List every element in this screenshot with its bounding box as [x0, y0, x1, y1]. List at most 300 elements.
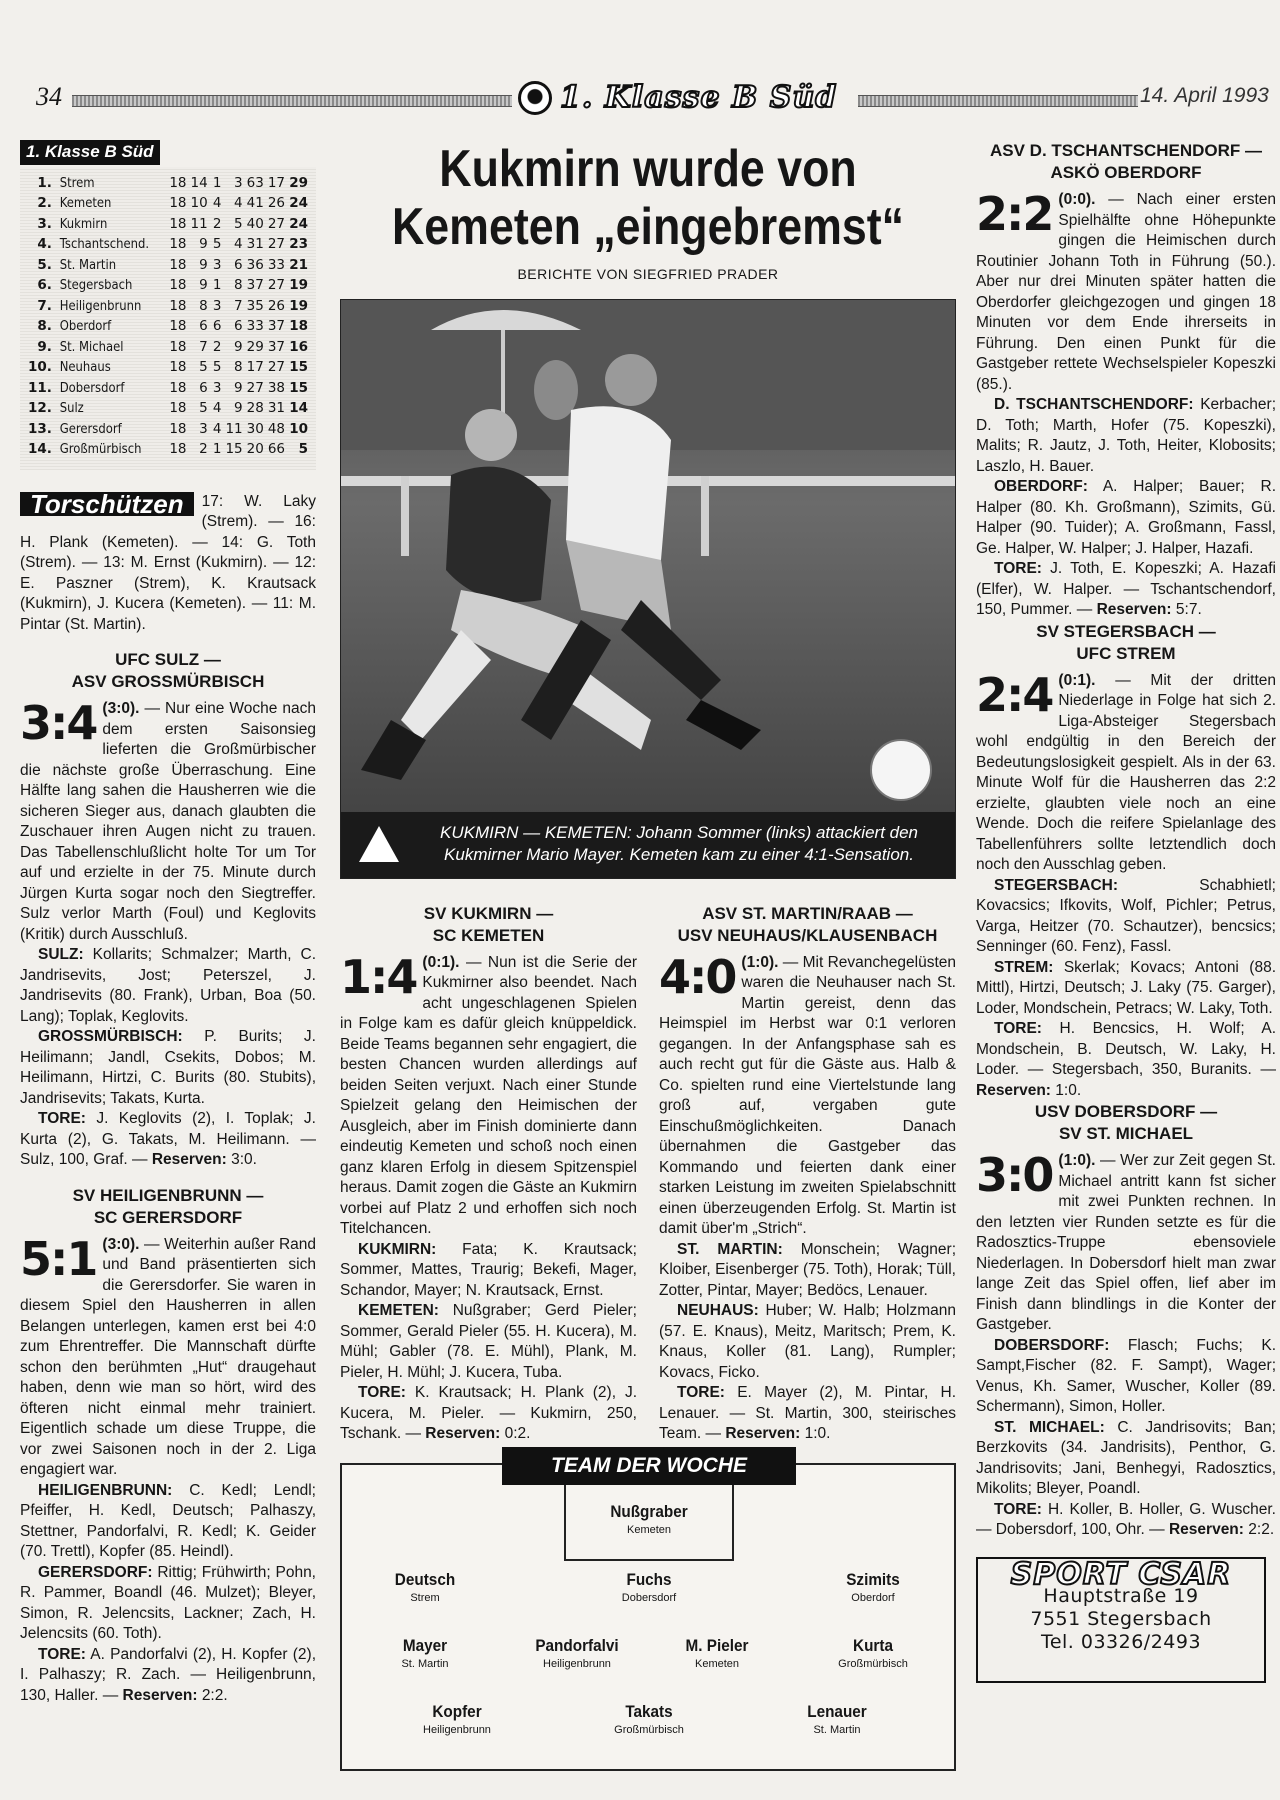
match-title	[976, 140, 1276, 184]
goals-line	[659, 1383, 956, 1445]
standings-gf: 27	[246, 379, 264, 396]
standings-ga: 26	[267, 195, 285, 211]
left-column	[20, 140, 316, 1706]
standings-g: 18	[169, 338, 187, 355]
match-text	[976, 187, 1276, 395]
standings-d: 5	[212, 359, 222, 375]
away-lineup-label: OBERDORF:	[994, 478, 1088, 495]
standings-w: 14	[190, 174, 208, 191]
home-lineup-text: Schabhietl; Kovacsics; Ifkovits, Wolf, Pichler; Petrus, Varga, Heitzer (70. Schautzer), bencsics; Senninger (60. Fenz), Fassl.	[976, 876, 1276, 955]
goals-text: J. Keglovits (2), I. Toplak; J. Kurta (2), G. Takats, M. Heilimann. — Sulz, 100, Graf. —	[20, 1110, 316, 1168]
standings-l: 11	[225, 420, 243, 437]
standings-team: St. Martin	[59, 256, 116, 273]
match-title-away: UFC STREM	[1076, 643, 1176, 663]
player-club: Großmürbisch	[838, 1657, 908, 1670]
standings-gf: 17	[246, 359, 264, 375]
standings-pts: 21	[289, 256, 308, 273]
football-action-image	[341, 300, 956, 879]
standings-pts: 15	[289, 359, 308, 375]
standings-ga: 27	[267, 359, 285, 375]
standings-row	[26, 419, 310, 440]
goals-text: J. Toth, E. Kopeszki; A. Hazafi (Elfer), W. Halper. — Tschantschendorf, 150, Pummer. —	[976, 560, 1276, 618]
away-lineup-text: A. Halper; Bauer; R. Halper (80. Kh. Großmann), Szimits, Gü. Halper (90. Tuider); A. Großmann, Fassl, Ge. Halper, W. Halper; J. Halper, Hazafi.	[976, 478, 1276, 557]
goals-line	[340, 1383, 637, 1445]
standings-g: 18	[169, 195, 187, 211]
match-title-home: USV DOBERSDORF —	[1034, 1102, 1218, 1121]
goals-text: A. Pandorfalvi (2), H. Kopfer (2), I. Palhaszy; R. Zach. — Heiligenbrunn, 130, Haller. —	[20, 1645, 317, 1704]
standings-l: 4	[234, 236, 243, 252]
standings-ga: 37	[267, 318, 285, 334]
standings-pts: 24	[289, 195, 308, 211]
standings-g: 18	[169, 420, 187, 437]
team-player	[574, 1501, 724, 1537]
standings-rank: 12.	[28, 400, 52, 416]
reserves-label: Reserven:	[122, 1686, 198, 1704]
match-title-home: SV HEILIGENBRUNN —	[72, 1185, 264, 1205]
home-lineup-label: KUKMIRN:	[358, 1240, 437, 1258]
match-score: 1:4	[340, 949, 417, 1004]
player-club: Heiligenbrunn	[543, 1657, 611, 1670]
match-score: 3:4	[20, 696, 97, 750]
standings-row	[26, 398, 310, 419]
team-of-week	[340, 1453, 956, 1771]
standings-g: 18	[169, 236, 187, 252]
standings-rank: 5.	[37, 256, 52, 273]
match-text	[20, 1231, 316, 1481]
halftime-score: (1:0).	[1058, 1152, 1096, 1169]
away-lineup-text: Skerlak; Kovacs; Antoni (88. Mittl), Hirtzi, Deutsch; J. Laky (75. Garger), Loder, Mondschein, Petracs; W. Laky, Toth.	[976, 958, 1276, 1017]
goals-line	[976, 1019, 1276, 1101]
away-lineup-label: KEMETEN:	[358, 1302, 439, 1319]
goals-label: TORE:	[994, 560, 1042, 577]
match-report-text: — Mit der dritten Niederlage in Folge hat sich 2. Liga-Absteiger Stegersbach wohl endgültig in den Bereich der Bedeutungslosigkeit gespielt. Als in der 63. Minute Wolf für die Hausherren das 2:2 erzielte, glaubten viele noch an eine Wende. Doch die reifere Spielanlage des Tabellenführers sollte letztendlich doch noch den Ausschlag geben.	[976, 671, 1277, 873]
reserves-score: 1:0.	[804, 1425, 831, 1442]
standings-rank: 3.	[37, 215, 52, 232]
standings-l: 6	[234, 256, 243, 273]
standings-rank: 8.	[37, 318, 52, 334]
team-player	[382, 1701, 532, 1737]
standings-gf: 33	[246, 318, 264, 334]
match-text	[20, 696, 317, 945]
match-score: 3:0	[976, 1148, 1053, 1202]
goals-line	[976, 559, 1276, 621]
standings-row	[26, 234, 310, 255]
standings-team: Gerersdorf	[59, 420, 122, 437]
goals-text: H. Bencsics, H. Wolf; A. Mondschein, B. Deutsch, W. Laky, H. Loder. — Stegersbach, 350, Buranits. —	[976, 1020, 1277, 1078]
standings-rank: 6.	[37, 277, 52, 293]
home-lineup-text: Kollarits; Schmalzer; Marth, C. Jandrisevits, Jost; Peterszel, J. Jandrisevits (80. Frank), Urban, Boa (50. Lang); Toplak, Keglovits.	[20, 946, 316, 1025]
standings-rank: 2.	[37, 195, 52, 211]
standings-pts: 10	[289, 420, 308, 437]
standings-l: 3	[234, 174, 243, 191]
standings-row	[26, 378, 310, 399]
standings-d: 5	[212, 236, 222, 252]
ad-phone: Tel. 03326/2493	[1040, 1631, 1202, 1653]
home-lineup-label: SULZ:	[38, 946, 84, 963]
standings-row	[26, 357, 310, 378]
away-lineup-label: ST. MICHAEL:	[994, 1418, 1105, 1436]
goals-label: TORE:	[38, 1110, 86, 1127]
reserves-score: 5:7.	[1175, 601, 1202, 618]
standings-pts: 18	[289, 318, 308, 334]
center-column	[340, 140, 956, 1771]
player-club: Heiligenbrunn	[423, 1723, 491, 1736]
match-report-text: — Weiterhin außer Rand und Band präsentierten sich die Gerersdorfer. Sie waren in diesem Spiel den Hausherren in allen Belangen unterlegen, kamen erst bei 4:0 zum Ehrentreffer. Die Mannschaft dürfte schon den berühmten „Hut“ draugehaut haben, denn wie man so hört, wird des öfteren nicht einmal mehr trainiert. Eigentlich schade um diese Truppe, die vor zwei Saisonen noch in der 2. Liga engagiert war.	[20, 1235, 316, 1478]
halftime-score: (0:1).	[422, 953, 460, 971]
away-lineup-label: GERERSDORF:	[38, 1563, 153, 1581]
standings-d: 1	[212, 174, 222, 191]
away-lineup	[659, 1301, 956, 1383]
home-lineup-text: Monschein; Wagner; Kloiber, Eisenberger (75. Toth), Horak; Tüll, Zotter, Pintar, Mayer; Bedöcs, Lenauer.	[659, 1240, 956, 1299]
byline: BERICHTE VON SIEGFRIED PRADER	[517, 266, 779, 282]
match-title-away: SC KEMETEN	[432, 925, 545, 945]
standings-w: 9	[199, 256, 208, 273]
triangle-icon	[359, 826, 399, 862]
standings-g: 18	[169, 215, 187, 232]
halftime-score: (3:0).	[102, 1235, 140, 1253]
home-lineup	[340, 1240, 637, 1302]
standings-ga: 17	[267, 174, 285, 191]
match-text	[340, 949, 637, 1240]
match-report-text: — Mit Revanchegelüsten waren die Neuhauser nach St. Martin gereist, denn das Heimspiel im Herbst war 0:1 verloren gegangen. In der Anfangsphase sah es auch recht gut für die Gäste aus. Halb & Co. spielten rund eine Viertelstunde lang groß auf, vergaben gute Einschußmöglichkeiten. Danach übernahmen die Gastgeber das Kommando und feierten dank einer starken Leistung im zweiten Spielabschnitt einen überzeugenden Erfolg. St. Martin ist damit über'm „Strich“.	[659, 953, 956, 1237]
home-lineup-text: Fata; K. Krautsack; Sommer, Mattes, Traurig; Bekefi, Mager, Schandor, Mayer; N. Krautsack, Ernst.	[340, 1240, 637, 1299]
team-player	[798, 1635, 948, 1671]
standings-row	[26, 173, 310, 194]
match-report	[20, 649, 316, 1171]
player-club: St. Martin	[401, 1657, 449, 1670]
reserves-score: 1:0.	[1055, 1081, 1082, 1099]
standings-gf: 63	[246, 174, 264, 191]
standings-g: 18	[169, 379, 187, 396]
reserves-label: Reserven:	[1168, 1521, 1244, 1538]
standings-team: Kukmirn	[59, 215, 108, 232]
standings-d: 3	[212, 297, 222, 314]
standings-pts: 16	[289, 338, 308, 355]
reserves-label: Reserven:	[976, 1081, 1051, 1099]
headline	[383, 140, 913, 256]
away-lineup-label: NEUHAUS:	[677, 1302, 759, 1319]
standings-ga: 27	[267, 215, 285, 232]
standings-d: 4	[212, 420, 222, 437]
home-lineup	[20, 1481, 316, 1563]
home-lineup-text: Flasch; Fuchs; K. Sampt,Fischer (82. F. Sampt), Wager; Venus, Kh. Samer, Wuscher, Koller (89. Schermann), Simon, Holler.	[976, 1336, 1276, 1415]
standings-ga: 31	[267, 400, 285, 416]
header-rule-right	[858, 95, 1138, 107]
standings-row	[26, 275, 310, 296]
standings-gf: 40	[246, 215, 264, 232]
match-title	[20, 1185, 316, 1229]
standings-rank: 13.	[28, 420, 52, 437]
standings-w: 5	[199, 400, 208, 416]
standings-gf: 29	[246, 338, 264, 355]
match-title-away: USV NEUHAUS/KLAUSENBACH	[677, 925, 938, 945]
standings-team: Kemeten	[59, 195, 112, 211]
match-title-away: ASV GROSSMÜRBISCH	[71, 672, 265, 691]
match-score: 4:0	[659, 949, 736, 1004]
issue-date: 14. April 1993	[1140, 84, 1269, 107]
player-club: Strem	[410, 1591, 440, 1604]
goals-text: K. Krautsack; H. Plank (2), J. Kucera, M. Pieler. — Kukmirn, 250, Tschank. —	[340, 1384, 637, 1442]
player-name: Lenauer	[807, 1701, 867, 1721]
standings-ga: 48	[267, 420, 285, 437]
standings-team: Neuhaus	[59, 359, 111, 375]
standings-l: 4	[234, 195, 243, 211]
home-lineup-label: STEGERSBACH:	[994, 876, 1119, 894]
goals-line	[976, 1500, 1276, 1541]
player-name: Kurta	[853, 1635, 893, 1655]
standings-gf: 31	[246, 236, 264, 252]
standings-l: 9	[234, 338, 243, 355]
standings-gf: 30	[246, 420, 264, 437]
standings-rank: 1.	[37, 174, 52, 191]
reserves-label: Reserven:	[151, 1151, 227, 1168]
standings-gf: 41	[246, 195, 264, 211]
reserves-score: 0:2.	[504, 1425, 531, 1442]
player-name: Pandorfalvi	[535, 1635, 619, 1655]
standings-team: Großmürbisch	[59, 441, 142, 457]
section-title	[518, 80, 837, 115]
match-report	[20, 1185, 316, 1707]
standings-team: Heiligenbrunn	[59, 297, 142, 314]
goals-line	[20, 1109, 316, 1171]
match-report	[340, 889, 637, 1445]
match-title-home: UFC SULZ —	[115, 650, 221, 669]
reserves-score: 2:2.	[1248, 1521, 1275, 1538]
player-name: Fuchs	[626, 1569, 672, 1589]
standings-box	[20, 167, 316, 470]
player-name: Mayer	[402, 1635, 448, 1655]
standings-rank: 7.	[37, 297, 52, 314]
goals-text: E. Mayer (2), M. Pintar, H. Lenauer. — St. Martin, 300, steirisches Team. —	[659, 1384, 957, 1442]
away-lineup	[976, 1418, 1276, 1500]
halftime-score: (3:0).	[102, 700, 140, 717]
match-title	[976, 621, 1276, 665]
standings-w: 3	[199, 420, 208, 437]
standings-g: 18	[169, 174, 187, 191]
match-title-home: SV KUKMIRN —	[423, 903, 554, 923]
home-lineup	[976, 395, 1276, 477]
standings-w: 6	[199, 318, 208, 334]
match-report-text: — Wer zur Zeit gegen St. Michael antritt kann fst sicher mit zwei Punkten rechnen. In den letzten vier Runden setzte es für die Radosztics-Truppe ebensoviele Niederlagen. In Dobersdorf hielt man zwar lange Zeit das Spiel offen, lief aber im Finish dann blindlings in die Konter der Gastgeber.	[976, 1152, 1276, 1333]
photo-caption-text: KUKMIRN — KEMETEN: Johann Sommer (links) attackiert den Kukmirner Mario Mayer. Kemeten kam zu einer 4:1-Sensation.	[439, 822, 919, 864]
player-name: M. Pieler	[685, 1635, 749, 1655]
away-lineup-text: C. Jandrisovits; Ban; Berzkovits (34. Jandrisits), Penthor, G. Jandrisovits; Jani, Benhegyi, Radosztics, Mikolits; Bleyer, Poandl.	[976, 1418, 1276, 1497]
standings-row	[26, 316, 310, 337]
match-title	[340, 903, 637, 947]
player-club: Großmürbisch	[614, 1723, 684, 1736]
standings-pts: 24	[289, 215, 308, 232]
player-club: Kemeten	[626, 1523, 672, 1536]
standings-ga: 38	[267, 379, 285, 396]
player-name: Takats	[625, 1701, 673, 1721]
standings-l: 5	[234, 215, 243, 232]
goals-label: TORE:	[994, 1020, 1042, 1037]
standings-team: Sulz	[59, 400, 84, 416]
standings-pts: 19	[289, 277, 308, 293]
standings-ga: 27	[267, 277, 285, 293]
match-title	[976, 1101, 1276, 1145]
standings-rank: 11.	[28, 379, 52, 396]
match-title-away: SC GERERSDORF	[93, 1207, 243, 1227]
photo-caption	[341, 812, 955, 878]
match-score: 5:1	[20, 1231, 97, 1286]
team-player	[574, 1701, 724, 1737]
standings-l: 15	[225, 441, 243, 457]
goals-label: TORE:	[38, 1645, 86, 1663]
home-lineup	[976, 1336, 1276, 1418]
match-title-home: ASV ST. MARTIN/RAAB —	[702, 903, 913, 923]
match-photo	[340, 299, 956, 879]
match-report	[659, 889, 956, 1445]
standings-d: 3	[212, 256, 222, 273]
standings-d: 1	[212, 441, 222, 457]
standings-w: 6	[199, 379, 208, 396]
headline-line-2: Kemeten „eingebremst“	[392, 198, 904, 256]
football-icon	[518, 81, 552, 115]
away-lineup	[976, 477, 1276, 559]
ad-logo: SPORT CSAR	[1010, 1556, 1232, 1592]
standings-gf: 35	[246, 297, 264, 314]
section-title-text: 1. Klasse B Süd	[560, 80, 838, 115]
standings-g: 18	[169, 256, 187, 273]
standings-team: Dobersdorf	[59, 379, 125, 396]
standings-row	[26, 193, 310, 214]
player-club: St. Martin	[813, 1723, 861, 1736]
goals-label: TORE:	[994, 1500, 1042, 1518]
standings-team: Oberdorf	[59, 318, 112, 334]
headline-line-1: Kukmirn wurde von	[439, 140, 857, 198]
player-club: Oberdorf	[851, 1591, 895, 1604]
standings-gf: 37	[246, 277, 264, 293]
standings-ga: 27	[267, 236, 285, 252]
ad-city: 7551 Stegersbach	[1030, 1608, 1212, 1630]
top-scorers	[20, 488, 316, 636]
halftime-score: (0:1).	[1058, 671, 1096, 689]
standings-w: 5	[199, 359, 208, 375]
team-player	[798, 1569, 948, 1605]
standings-table	[26, 173, 310, 460]
standings-ga: 26	[267, 297, 285, 314]
player-club: Kemeten	[694, 1657, 740, 1670]
match-title	[659, 903, 956, 947]
ad-street: Hauptstraße 19	[1043, 1585, 1199, 1607]
match-title-away: ASKÖ OBERDORF	[1050, 163, 1202, 182]
reserves-label: Reserven:	[1096, 601, 1172, 618]
standings-d: 4	[212, 195, 222, 211]
standings-d: 2	[212, 338, 222, 355]
standings-row	[26, 337, 310, 358]
right-column	[976, 140, 1276, 1683]
team-of-week-title: TEAM DER WOCHE	[502, 1447, 796, 1485]
standings-rank: 10.	[28, 359, 52, 375]
standings-team: St. Michael	[59, 338, 124, 355]
standings-l: 8	[234, 277, 243, 293]
away-lineup-text: Huber; W. Halb; Holzmann (57. E. Knaus), Meitz, Maritsch; Prem, K. Knaus, Koller (81. Lang), Rumpler; Kovacs, Ficko.	[659, 1302, 956, 1381]
standings-g: 18	[169, 441, 187, 457]
match-report	[976, 621, 1276, 1102]
home-lineup-text: C. Kedl; Lendl; Pfeiffer, H. Kedl, Deutsch; Palhaszy, Stettner, Pandorfalvi, R. Kedl; K. Geider (70. Trettl), Kopfer (85. Heindl).	[20, 1481, 316, 1560]
standings-w: 10	[190, 195, 208, 211]
standings-gf: 20	[246, 441, 264, 457]
standings-ga: 66	[267, 441, 285, 457]
away-lineup-text: Nußgraber; Gerd Pieler; Sommer, Gerald Pieler (55. H. Kucera), M. Mühl; Gabler (78. E. Mühl), Plank, M. Pieler, H. Mühl; J. Kucera, Tuba.	[340, 1302, 637, 1381]
match-text	[976, 667, 1277, 876]
standings-g: 18	[169, 359, 187, 375]
page-header	[20, 82, 1280, 118]
player-club: Dobersdorf	[621, 1591, 677, 1604]
standings-l: 9	[234, 379, 243, 396]
home-lineup	[659, 1240, 956, 1302]
standings-g: 18	[169, 277, 187, 293]
away-lineup	[340, 1301, 637, 1383]
home-lineup-label: HEILIGENBRUNN:	[38, 1481, 173, 1499]
match-score: 2:4	[976, 667, 1053, 722]
center-subcolumns	[340, 889, 956, 1445]
team-player	[762, 1701, 912, 1737]
standings-title: 1. Klasse B Süd	[20, 140, 160, 165]
home-lineup-label: ST. MARTIN:	[677, 1240, 783, 1258]
away-lineup	[20, 1563, 316, 1645]
reserves-label: Reserven:	[725, 1425, 801, 1442]
goals-label: TORE:	[677, 1384, 725, 1401]
match-report-text: — Nur eine Woche nach dem ersten Saisonsieg lieferten die Großmürbischer die nächste große Überraschung. Eine Hälfte lang sahen die Hausherren wie die sicheren Sieger aus, danach glaubten die Zuschauer ihren Augen nicht zu trauen. Das Tabellenschlußlicht holte Tor um Tor auf und erzielte in der 75. Minute durch Jürgen Kurta sogar noch den Siegtreffer. Sulz verlor Marth (Foul) und Keglovits (Kritik) durch Ausschluß.	[20, 700, 317, 943]
halftime-score: (0:0).	[1058, 191, 1096, 208]
reserves-score: 2:2.	[201, 1686, 228, 1704]
standings-w: 11	[190, 215, 208, 232]
away-lineup-label: GROSSMÜRBISCH:	[38, 1028, 183, 1045]
standings-l: 8	[234, 359, 243, 375]
player-name: Deutsch	[394, 1569, 456, 1589]
standings-row	[26, 214, 310, 235]
standings-ga: 33	[267, 256, 285, 273]
standings-l: 7	[234, 297, 243, 314]
standings-g: 18	[169, 400, 187, 416]
match-report	[976, 1101, 1276, 1541]
match-title-away: SV ST. MICHAEL	[1058, 1124, 1194, 1143]
goals-line	[20, 1645, 316, 1707]
page-number: 34	[36, 82, 62, 111]
player-name: Nußgraber	[610, 1501, 688, 1521]
away-lineup	[976, 958, 1276, 1020]
standings-w: 7	[199, 338, 208, 355]
standings-gf: 28	[246, 400, 264, 416]
player-name: Kopfer	[432, 1701, 482, 1721]
standings-d: 4	[212, 400, 222, 416]
away-lineup	[20, 1027, 316, 1109]
standings-d: 2	[212, 215, 222, 232]
match-text	[659, 949, 956, 1240]
top-scorers-text: 17: W. Laky (Strem). — 16: H. Plank (Kemeten). — 14: G. Toth (Strem). — 13: M. Ernst (Kukmirn). — 12: E. Paszner (Strem), K. Krautsack (Kukmirn), J. Kucera (Kemeten). — 11: M. Pintar (St. Martin).	[20, 492, 316, 633]
standings-g: 18	[169, 297, 187, 314]
match-text	[976, 1148, 1276, 1336]
standings-team: Strem	[59, 174, 95, 191]
standings-d: 1	[212, 277, 222, 293]
match-report	[976, 140, 1276, 621]
standings-l: 9	[234, 400, 243, 416]
standings-pts: 15	[289, 379, 308, 396]
standings-d: 3	[212, 379, 222, 396]
away-lineup-text: P. Burits; J. Heilimann; Jandl, Csekits, Dobos; M. Heilimann, Hirtzi, C. Burits (80. Stubits), Jandrisevits; Takats, Kurta.	[20, 1028, 316, 1107]
home-lineup-label: D. TSCHANTSCHENDORF:	[994, 396, 1194, 413]
standings-row	[26, 255, 310, 276]
standings-gf: 36	[246, 256, 264, 273]
standings-row	[26, 439, 310, 460]
standings-pts: 29	[289, 174, 308, 191]
standings-w: 9	[199, 277, 208, 293]
standings-l: 6	[234, 318, 243, 334]
standings-pts: 5	[298, 441, 308, 457]
match-score: 2:2	[976, 187, 1053, 241]
